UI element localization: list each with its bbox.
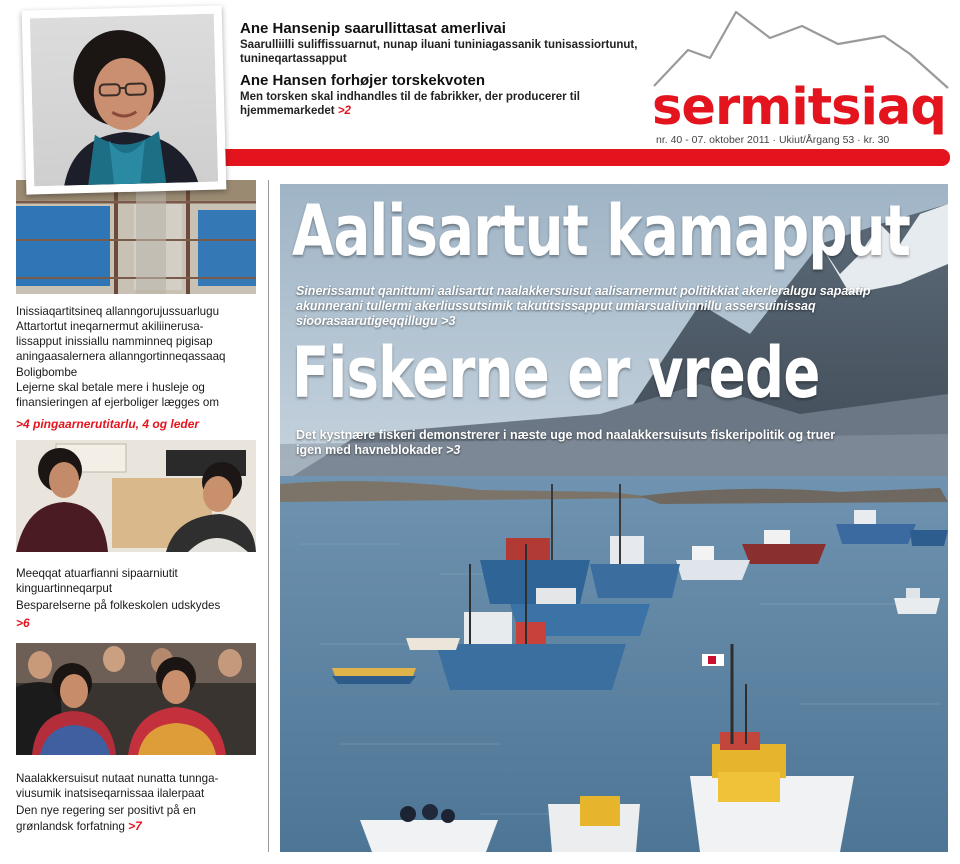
teaser-kl[interactable]	[240, 20, 640, 66]
deck-text: Det kystnære fiskeri demonstrerer i næste uge mod naalakkersuisuts fiskeripolitik og truer igen med havneblokader	[296, 428, 836, 457]
teaser-da[interactable]	[240, 72, 640, 118]
story-line: Attartortut ineqarnermut akiliinerusa-	[16, 320, 204, 333]
story-line: kinguartinneqarput	[16, 582, 113, 595]
story-line: Naalakkersuisut nutaat nunatta tunnga-	[16, 772, 219, 785]
page-reference[interactable]: >2	[337, 105, 351, 117]
story-line: aningaasalernera allanngortinneqassaaq	[16, 350, 226, 363]
main-story[interactable]	[280, 184, 948, 852]
story-line: Den nye regering ser positivt på en	[16, 804, 196, 817]
government-photo[interactable]	[16, 643, 256, 755]
portrait-image	[30, 14, 218, 187]
column-divider	[268, 180, 269, 852]
story-line: finansieringen af ejerboliger lægges om	[16, 396, 220, 409]
deck-kalaallisut	[296, 284, 916, 329]
housing-story[interactable]	[16, 304, 256, 432]
teaser-subtitle	[240, 90, 640, 118]
story-line-with-ref	[16, 818, 256, 834]
story-line: grønlandsk forfatning	[16, 820, 125, 833]
teaser-title: Ane Hansenip saarullittasat amerlivai	[240, 20, 506, 37]
story-line: Meeqqat atuarfianni sipaarniutit	[16, 567, 178, 580]
teaser-subtitle: Saarulliilli suliffissuarnut, nunap iluani tuniniagassanik tunisassiortunut, tunineqartassapput	[240, 39, 638, 65]
school-meeting-photo[interactable]	[16, 440, 256, 552]
headline-kalaallisut: Aalisartut kamapput	[292, 190, 911, 272]
construction-photo[interactable]	[16, 180, 256, 294]
page-reference[interactable]: >6	[16, 616, 30, 630]
page-reference[interactable]: >3	[446, 443, 461, 457]
masthead[interactable]	[652, 10, 952, 150]
minister-portrait-photo[interactable]	[22, 5, 227, 194]
masthead-title: sermitsiaq	[652, 78, 946, 137]
story-line: Boligbombe	[16, 366, 78, 379]
story-line: viusumik inatsiseqarnissaa ilalerpaat	[16, 787, 205, 800]
teaser-title: Ane Hansen forhøjer torskekvoten	[240, 72, 486, 89]
constitution-story[interactable]	[16, 771, 256, 834]
story-line: Besparelserne på folkeskolen udskydes	[16, 599, 221, 612]
deck-danish	[296, 428, 856, 458]
story-line: lissapput inissiallu namminneq pigisap	[16, 335, 213, 348]
page-reference[interactable]: >3	[441, 314, 456, 328]
page-reference[interactable]: >7	[128, 819, 142, 833]
deck-text: Sinerissamut qanittumi aalisartut naalakkersuisut aalisarnermut politikkiat akerleralugu sapaatip akunnerani tullermi akerliussutsimik takutitsissapput umiarsualivinnillu assersuinissaq sioorasaarutigeqqillugu	[296, 284, 871, 328]
page-reference[interactable]: >4 pingaarnerutitarlu, 4 og leder	[16, 417, 200, 431]
school-story[interactable]	[16, 566, 256, 631]
story-line: Lejerne skal betale mere i husleje og	[16, 381, 205, 394]
header-red-rule	[224, 149, 950, 166]
teaser-subtitle-text: Men torsken skal indhandles til de fabrikker, der producerer til hjemmemarkedet	[240, 91, 580, 117]
header-teasers	[240, 20, 640, 118]
headline-danish: Fiskerne er vrede	[292, 332, 820, 414]
issue-info: nr. 40 - 07. oktober 2011 · Ukiut/Årgang 53 · kr. 30	[656, 134, 890, 146]
story-line: Inissiaqartitsineq allanngorujussuarlugu	[16, 305, 220, 318]
left-column	[16, 180, 256, 834]
